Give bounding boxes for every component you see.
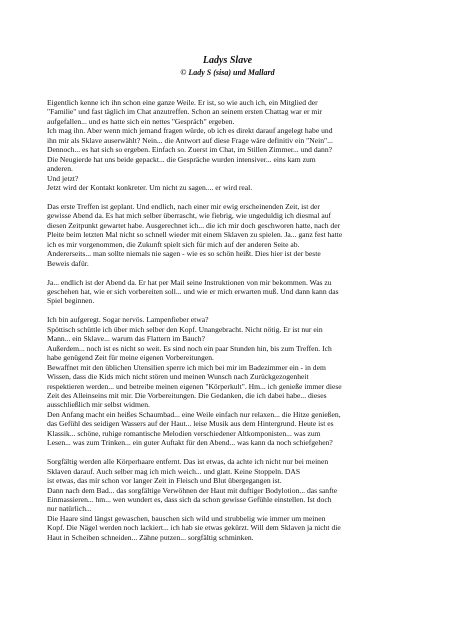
text-line: Spiel beginnen.	[47, 296, 95, 306]
text-line: Dann nach dem Bad... das sorgfältige Verwöhnen der Haut mit duftiger Bodylotion... das sanfte	[47, 485, 338, 495]
text-line: geschehen hat, wie er sich vorbereiten soll... und wie er mich erwarten muß. Und dann kann das	[47, 287, 339, 297]
text-line: Dennoch... es hat sich so ergeben. Einfach so. Zuerst im Chat, im Stillen Zimmer... und dann?	[47, 145, 332, 155]
text-line: respektieren werden... und betreibe meinen eigenen "Körperkult". Hm... ich genieße immer diese	[47, 381, 342, 391]
text-line: Die Neugierde hat uns beide gepackt... die Gespräche wurden intensiver... eins kam zum	[47, 154, 316, 164]
text-line: Zeit des Alleinseins mit mir. Die Vorbereitungen. Die Gedanken, die ich dabei habe... dieses	[47, 391, 327, 400]
text-line: Die Haare sind längst gewaschen, bauschen sich wild und strubbelig wie immer um meinen	[47, 513, 326, 523]
text-line: Andererseits... man sollte niemals nie sagen - wie es so schön heißt. Dies hier ist der beste	[47, 249, 321, 259]
text-line: Kopf. Die Nägel werden noch lackiert... ich hab sie etwas gekürzt. Will dem Sklaven ja nicht die	[47, 523, 341, 533]
text-line: gewisse Abend da. Es hat mich selber überrascht, wie fiebrig, wie ungeduldig ich diesmal auf	[47, 211, 332, 221]
text-line: Außerdem... noch ist es nicht so weit. Es sind noch ein paar Stunden hin, bis zum Treffen. Ich	[47, 343, 332, 353]
text-line: Einmassieren... hm... wen wundert es, dass sich da schon gewisse Gefühle einstellen. Ist doch	[47, 494, 332, 504]
text-line: diesen Zeitpunkt gewartet habe. Ausgerechnet ich... die ich mir doch geschworen hatte, nach der	[47, 220, 341, 230]
text-line: ihn mir als Sklave auserwählt? Nein... die Antwort auf diese Frage wäre definitiv ein "Nein"...	[47, 135, 333, 145]
text-line: habe genügend Zeit für meine eigenen Vorbereitungen.	[47, 353, 214, 363]
paragraph	[47, 315, 408, 447]
text-line: Spöttisch schüttle ich über mich selber den Kopf. Unangebracht. Nicht nötig. Er ist nur ein	[47, 324, 323, 334]
text-line: das Gefühl des seidigen Wassers auf der Haut... leise Musik aus dem Hintergrund. Heute ist es	[47, 419, 334, 429]
text-line: Den Anfang macht ein heißes Schaumbad... eine Weile einfach nur relaxen... die Hitze genießen,	[47, 409, 341, 419]
text-line: Ich bin aufgeregt. Sogar nervös. Lampenfieber etwa?	[47, 315, 209, 325]
text-line: Jetzt wird der Kontakt konkreter. Um nicht zu sagen.... er wird real.	[47, 183, 253, 193]
document-title: Ladys Slave	[202, 55, 253, 66]
text-line: Ja... endlich ist der Abend da. Er hat per Mail seine Instruktionen von mir bekommen. Was zu	[47, 277, 332, 287]
text-line: Eigentlich kenne ich ihn schon eine ganze Weile. Er ist, so wie auch ich, ein Mitglied der	[47, 98, 318, 107]
text-line: Ich mag ihn. Aber wenn mich jemand fragen würde, ob ich es direkt darauf angelegt habe und	[47, 126, 333, 136]
text-line: Sklaven darauf. Auch selber mag ich mich weich... und glatt. Keine Stoppeln. DAS	[47, 466, 301, 476]
text-line: Mann... ein Sklave... warum das Flattern im Bauch?	[47, 334, 205, 344]
text-line: Das erste Treffen ist geplant. Und endlich, nach einer mir ewig erscheinenden Zeit, ist der	[47, 201, 320, 211]
paragraph	[47, 457, 408, 542]
text-line: nur natürlich...	[47, 504, 92, 514]
text-line: "Familie" und fast täglich im Chat anzutreffen. Schon an seinem ersten Chattag war er mir	[47, 107, 322, 117]
text-line: Sorgfältig werden alle Körperhaare entfernt. Das ist etwas, da achte ich nicht nur bei meinen	[47, 457, 329, 467]
text-line: ausschließlich mir selbst widmen.	[47, 400, 150, 410]
text-line: Pleite beim letzten Mal nicht so schnell wieder mit einem Sklaven zu spielen. Ja... ganz fest hatte	[47, 230, 343, 240]
text-line: Und jetzt?	[47, 173, 79, 183]
text-line: Beweis dafür.	[47, 258, 89, 268]
text-line: Haut in Scheiben schneiden... Zähne putzen... sorgfältig schminken.	[47, 532, 254, 542]
text-line: aufgefallen... und es hatte sich ein nettes "Gespräch" ergeben.	[47, 116, 235, 126]
text-line: ich es mir vorgenommen, die Zukunft spielt sich für mich auf der anderen Seite ab.	[47, 239, 300, 249]
text-line: Lesen... was zum Trinken... ein guter Auftakt für den Abend... was kann da noch schiefgehen?	[47, 438, 333, 448]
paragraph	[47, 98, 408, 193]
text-line: anderen.	[47, 164, 73, 174]
document-subtitle: © Lady S (sisa) und Mallard	[180, 68, 275, 77]
paragraph	[47, 278, 408, 306]
text-line: Bewaffnet mit den üblichen Utensilien sperre ich mich bei mir im Badezimmer ein - in dem	[47, 362, 326, 372]
paragraph	[47, 202, 408, 268]
document-body	[47, 98, 408, 542]
text-line: Wissen, dass die Kids mich nicht stören und meinen Wunsch nach Zurückgezogenheit	[47, 372, 309, 382]
text-line: Klassik... schöne, ruhige romantische Melodien verschiedener Altkomponisten... was zum	[47, 428, 321, 438]
text-line: ist etwas, das mir schon vor langer Zeit in Fleisch und Blut übergegangen ist.	[47, 476, 282, 486]
